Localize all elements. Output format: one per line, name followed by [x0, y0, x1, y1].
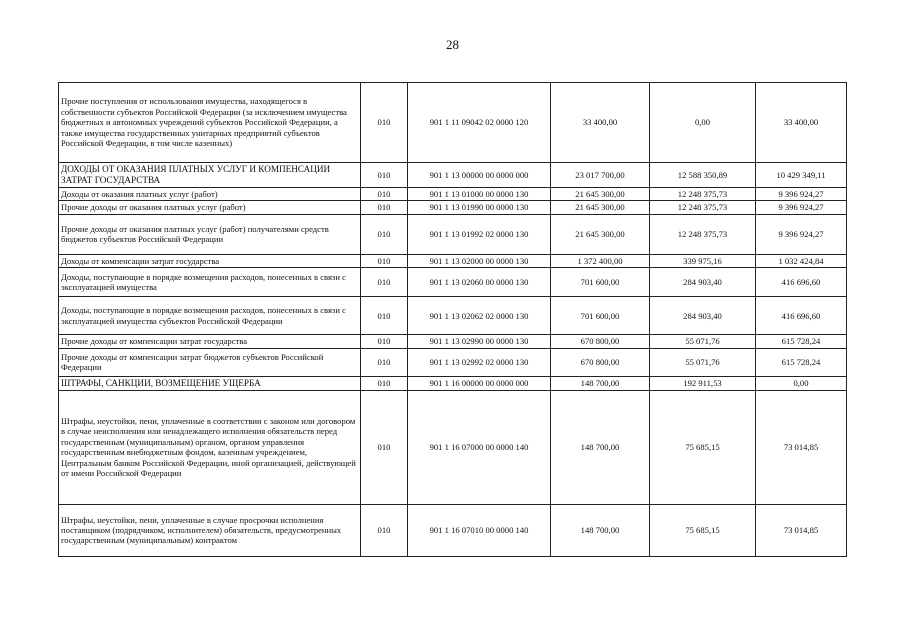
row-name: Прочие доходы от компенсации затрат бюджетов субъектов Российской Федерации [59, 348, 361, 376]
row-code: 010 [361, 348, 408, 376]
table-row [59, 83, 847, 163]
row-kbk: 901 1 13 01992 02 0000 130 [408, 214, 551, 254]
row-code: 010 [361, 376, 408, 390]
row-name: Доходы от компенсации затрат государства [59, 254, 361, 267]
row-name: Штрафы, неустойки, пени, уплаченные в соответствии с законом или договором в случае неисполнения или ненадлежащего исполнения обязательств перед государственным (муниципальным) органом, органом управления государственным внебюджетным фондом, казенным учреждением, Центральным банком Российской Федерации, иной организацией, действующей от имени Российской Федерации [59, 390, 361, 504]
row-code: 010 [361, 163, 408, 188]
row-kbk: 901 1 13 02060 00 0000 130 [408, 268, 551, 297]
row-approved: 670 800,00 [551, 348, 650, 376]
table-row [59, 376, 847, 390]
row-kbk: 901 1 16 07000 00 0000 140 [408, 390, 551, 504]
revenue-table-body [59, 83, 847, 557]
row-executed: 0,00 [650, 83, 756, 163]
row-kbk: 901 1 13 02990 00 0000 130 [408, 335, 551, 348]
row-name: Прочие доходы от компенсации затрат государства [59, 335, 361, 348]
revenue-table [58, 82, 847, 557]
table-row [59, 268, 847, 297]
row-kbk: 901 1 13 02062 02 0000 130 [408, 297, 551, 335]
row-name: Доходы, поступающие в порядке возмещения расходов, понесенных в связи с эксплуатацией имущества [59, 268, 361, 297]
row-name: Доходы от оказания платных услуг (работ) [59, 188, 361, 201]
row-kbk: 901 1 13 01000 00 0000 130 [408, 188, 551, 201]
row-remaining: 10 429 349,11 [756, 163, 847, 188]
row-approved: 21 645 300,00 [551, 201, 650, 214]
row-approved: 21 645 300,00 [551, 188, 650, 201]
table-row [59, 201, 847, 214]
table-row [59, 390, 847, 504]
table-row [59, 348, 847, 376]
row-remaining: 416 696,60 [756, 268, 847, 297]
row-code: 010 [361, 188, 408, 201]
row-executed: 192 911,53 [650, 376, 756, 390]
row-remaining: 9 396 924,27 [756, 188, 847, 201]
row-name: ДОХОДЫ ОТ ОКАЗАНИЯ ПЛАТНЫХ УСЛУГ И КОМПЕНСАЦИИ ЗАТРАТ ГОСУДАРСТВА [59, 163, 361, 188]
row-executed: 12 248 375,73 [650, 188, 756, 201]
row-remaining: 0,00 [756, 376, 847, 390]
row-remaining: 33 400,00 [756, 83, 847, 163]
row-code: 010 [361, 297, 408, 335]
table-row [59, 188, 847, 201]
row-remaining: 9 396 924,27 [756, 201, 847, 214]
row-code: 010 [361, 268, 408, 297]
table-row [59, 254, 847, 267]
row-code: 010 [361, 335, 408, 348]
row-approved: 670 800,00 [551, 335, 650, 348]
row-kbk: 901 1 13 02000 00 0000 130 [408, 254, 551, 267]
row-remaining: 73 014,85 [756, 504, 847, 556]
row-approved: 148 700,00 [551, 390, 650, 504]
row-remaining: 73 014,85 [756, 390, 847, 504]
row-executed: 75 685,15 [650, 390, 756, 504]
row-approved: 148 700,00 [551, 376, 650, 390]
table-row [59, 297, 847, 335]
row-approved: 33 400,00 [551, 83, 650, 163]
row-executed: 339 975,16 [650, 254, 756, 267]
row-remaining: 9 396 924,27 [756, 214, 847, 254]
table-row [59, 504, 847, 556]
row-approved: 701 600,00 [551, 297, 650, 335]
row-code: 010 [361, 254, 408, 267]
row-remaining: 615 728,24 [756, 348, 847, 376]
row-approved: 21 645 300,00 [551, 214, 650, 254]
row-remaining: 416 696,60 [756, 297, 847, 335]
row-name: Прочие поступления от использования имущества, находящегося в собственности субъектов Российской Федерации (за исключением имущества бюджетных и автономных учреждений субъектов Российской Федерации, а также имущества государственных унитарных предприятий субъектов Российской Федерации, в том числе казенных) [59, 83, 361, 163]
row-approved: 701 600,00 [551, 268, 650, 297]
row-code: 010 [361, 504, 408, 556]
row-kbk: 901 1 13 02992 02 0000 130 [408, 348, 551, 376]
row-name: Штрафы, неустойки, пени, уплаченные в случае просрочки исполнения поставщиком (подрядчиком, исполнителем) обязательств, предусмотренных государственным (муниципальным) контрактом [59, 504, 361, 556]
row-executed: 284 903,40 [650, 268, 756, 297]
table-row [59, 335, 847, 348]
page-number: 28 [446, 37, 459, 52]
row-executed: 12 248 375,73 [650, 201, 756, 214]
row-name: Прочие доходы от оказания платных услуг (работ) получателями средств бюджетов субъектов Российской Федерации [59, 214, 361, 254]
row-approved: 1 372 400,00 [551, 254, 650, 267]
row-code: 010 [361, 201, 408, 214]
row-name: Прочие доходы от оказания платных услуг (работ) [59, 201, 361, 214]
row-executed: 55 071,76 [650, 348, 756, 376]
row-approved: 23 017 700,00 [551, 163, 650, 188]
table-row [59, 163, 847, 188]
row-remaining: 615 728,24 [756, 335, 847, 348]
row-approved: 148 700,00 [551, 504, 650, 556]
row-executed: 12 588 350,89 [650, 163, 756, 188]
row-kbk: 901 1 16 00000 00 0000 000 [408, 376, 551, 390]
row-kbk: 901 1 16 07010 00 0000 140 [408, 504, 551, 556]
table-row [59, 214, 847, 254]
row-code: 010 [361, 214, 408, 254]
row-kbk: 901 1 11 09042 02 0000 120 [408, 83, 551, 163]
row-kbk: 901 1 13 00000 00 0000 000 [408, 163, 551, 188]
row-name: Доходы, поступающие в порядке возмещения расходов, понесенных в связи с эксплуатацией имущества субъектов Российской Федерации [59, 297, 361, 335]
row-name: ШТРАФЫ, САНКЦИИ, ВОЗМЕЩЕНИЕ УЩЕРБА [59, 376, 361, 390]
row-code: 010 [361, 83, 408, 163]
row-executed: 55 071,76 [650, 335, 756, 348]
row-executed: 12 248 375,73 [650, 214, 756, 254]
row-executed: 75 685,15 [650, 504, 756, 556]
row-kbk: 901 1 13 01990 00 0000 130 [408, 201, 551, 214]
row-remaining: 1 032 424,84 [756, 254, 847, 267]
row-code: 010 [361, 390, 408, 504]
row-executed: 284 903,40 [650, 297, 756, 335]
